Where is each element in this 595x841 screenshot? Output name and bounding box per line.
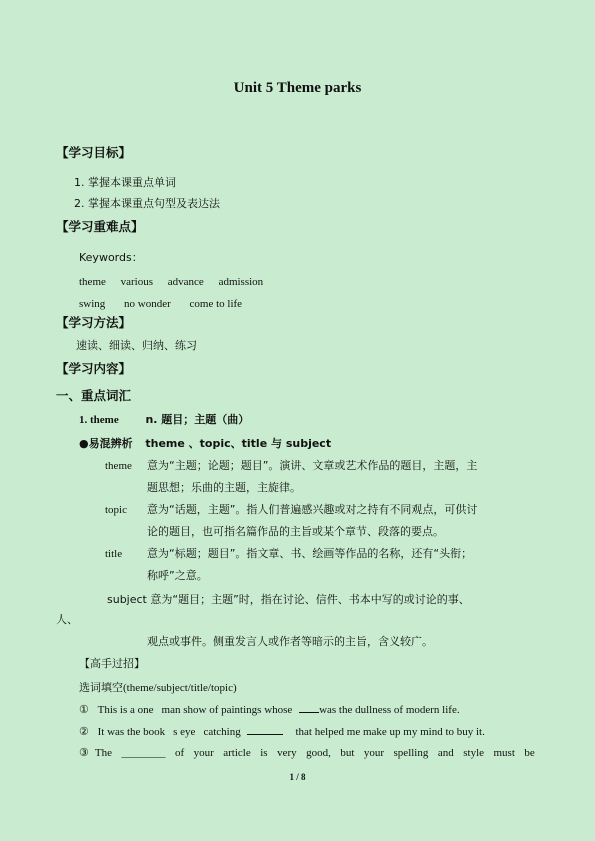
compare-label: ●易混辨析 (79, 437, 133, 450)
answer-blank[interactable] (247, 724, 283, 735)
objective-item-2: 2. 掌握本课重点句型及表达法 (74, 197, 220, 210)
word: of (174, 747, 185, 759)
topic-definition-2: 论的题目，也可指名篇作品的主旨或某个章节、段落的要点。 (147, 525, 444, 538)
question-number: ② (79, 726, 89, 738)
topic-definition-1: 意为“话题，主题”。指人们普遍感兴趣或对之持有不同观点，可供讨 (147, 503, 478, 516)
document-title: Unit 5 Theme parks (233, 80, 362, 96)
word: article (223, 747, 251, 759)
methods-text: 速读、细读、归纳、练习 (76, 339, 197, 352)
question-text: man show of paintings whose (161, 704, 293, 716)
content-heading: 【学习内容】 (56, 361, 132, 376)
keywords-label: Keywords： (79, 251, 143, 264)
word: The (94, 747, 112, 759)
objectives-heading: 【学习目标】 (56, 145, 132, 160)
entry-word (79, 413, 249, 427)
keywords-row-2 (79, 297, 242, 311)
word: but (340, 747, 355, 759)
question-3 (79, 746, 535, 760)
question-1 (79, 702, 460, 717)
word: spelling (393, 747, 429, 759)
question-text: This is a one (97, 704, 154, 716)
question-text: was the dullness of modern life. (319, 704, 460, 716)
compare-words: theme 、topic、title 与 subject (145, 437, 332, 450)
word: must (493, 747, 515, 759)
question-text: catching (203, 726, 241, 738)
question-number: ③ (79, 747, 89, 759)
subject-definition-1: subject 意为“题目；主题”时，指在讨论、信件、书本中写的或讨论的事、 (107, 593, 470, 606)
keyword: admission (218, 276, 264, 288)
word: your (193, 747, 214, 759)
methods-heading: 【学习方法】 (56, 315, 132, 330)
keyword: advance (167, 276, 204, 288)
keyword: no wonder (124, 298, 171, 310)
subject-definition-2: 观点或事件。侧重发言人或作者等暗示的主旨，含义较广。 (147, 635, 433, 648)
question-number: ① (79, 704, 89, 716)
answer-blank-text[interactable]: ________ (121, 747, 166, 759)
question-2 (79, 724, 485, 739)
answer-blank[interactable] (299, 702, 319, 713)
word: be (524, 747, 535, 759)
key-points-heading: 【学习重难点】 (56, 219, 144, 234)
title-definition-2: 称呼”之意。 (147, 569, 208, 582)
entry-definition: n. 题目；主题（曲） (145, 413, 250, 426)
topic-term: topic (105, 504, 127, 516)
theme-definition-2: 题思想；乐曲的主题，主旋律。 (147, 481, 301, 494)
question-text: It was the book (97, 726, 166, 738)
vocab-heading: 一、重点词汇 (56, 388, 132, 403)
practice-label: 【高手过招】 (79, 657, 145, 670)
question-3-text (95, 746, 535, 760)
question-text: that helped me make up my mind to buy it. (295, 726, 485, 738)
theme-definition-1: 意为“主题；论题；题目”。演讲、文章或艺术作品的题目，主题，主 (147, 459, 478, 472)
objective-item-1: 1. 掌握本课重点单词 (74, 176, 176, 189)
keyword: swing (79, 298, 106, 310)
word: your (363, 747, 385, 759)
title-term: title (105, 548, 123, 560)
compare-line (79, 437, 331, 451)
keyword: various (120, 276, 154, 288)
word: very (277, 747, 297, 759)
word: is (260, 747, 268, 759)
title-definition-1: 意为“标题；题目”。指文章、书、绘画等作品的名称，还有“头衔； (147, 547, 473, 560)
practice-instruction: 选词填空(theme/subject/title/topic) (79, 682, 237, 694)
word: style (463, 747, 485, 759)
page-number: 1 / 8 (289, 772, 306, 782)
theme-term: theme (105, 460, 132, 472)
word: and (437, 747, 454, 759)
keyword: theme (79, 276, 106, 288)
entry-headword: 1. theme (79, 414, 119, 426)
question-text: s eye (173, 726, 196, 738)
keyword: come to life (189, 298, 243, 310)
subject-definition-wrap: 人、 (56, 613, 78, 626)
word: good, (306, 747, 331, 759)
keywords-row-1 (79, 275, 263, 289)
